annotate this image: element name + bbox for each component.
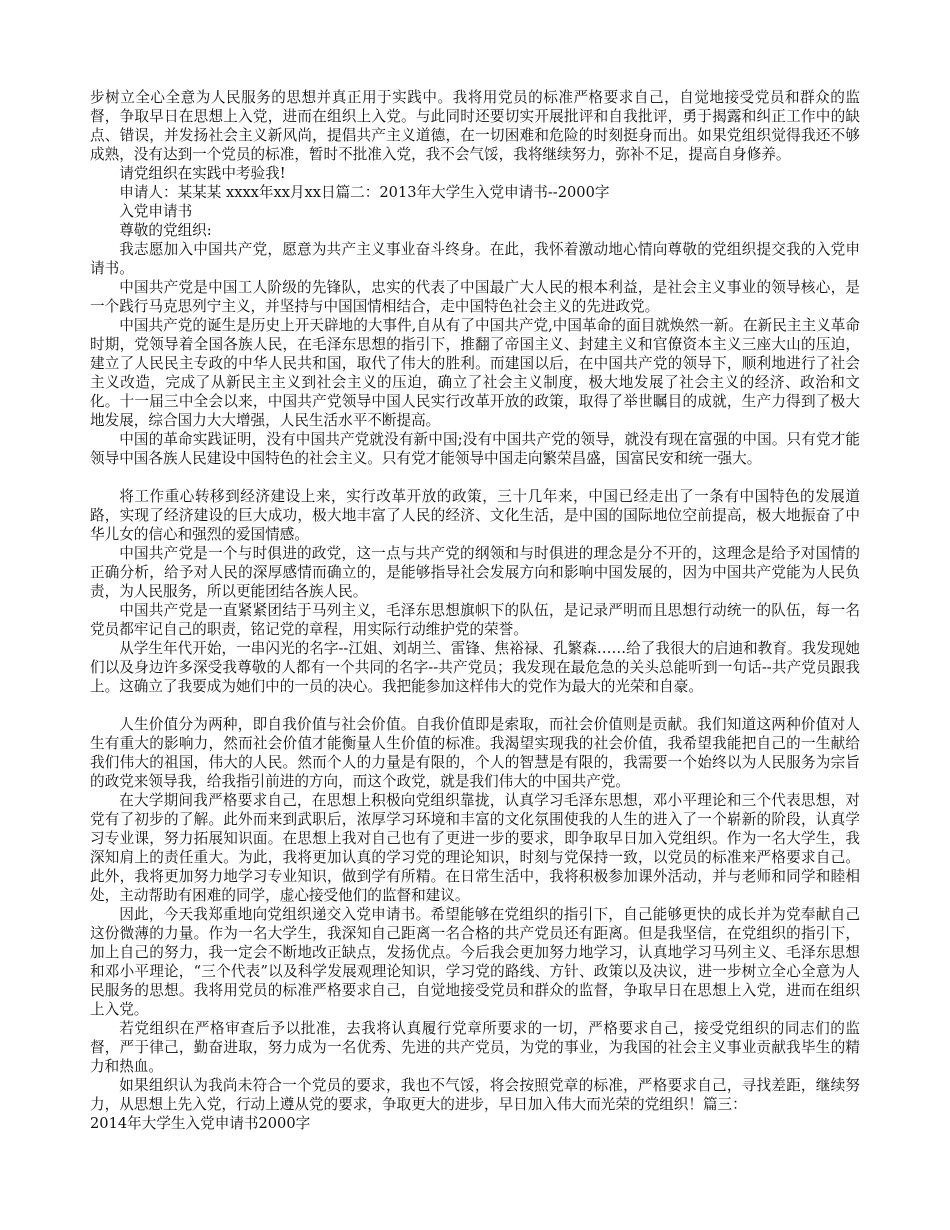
paragraph: 中国的革命实践证明，没有中国共产党就没有新中国;没有中国共产党的领导，就没有现在富强的中国。只有党才能领导中国各族人民建设中国特色的社会主义。只有党才能领导中国走向繁荣昌盛，国富民安和统一强大。 (90, 431, 860, 467)
paragraph: 中国共产党是一直紧紧团结于马列主义，毛泽东思想旗帜下的队伍，是记录严明而且思想行动统一的队伍，每一名党员都牢记自己的职责，铭记党的章程，用实际行动维护党的荣誉。 (90, 602, 860, 638)
paragraph: 申请人：某某某 xxxx年xx月xx日篇二：2013年大学生入党申请书--2000字 (119, 184, 610, 201)
paragraph: 在大学期间我严格要求自己，在思想上积极向党组织靠拢，认真学习毛泽东思想，邓小平理论和三个代表思想，对党有了初步的了解。此外而来到武职后，浓厚学习环境和丰富的文化氛围使我的人生的进入了一个崭新的阶段，认真学习专业课，努力拓展知识面。在思想上我对自己也有了更进一步的要求，即争取早日加入党组织。作为一名大学生，我深知肩上的责任重大。为此，我将更加认真的学习党的理论知识，时刻与党保持一致，以党员的标准来严格要求自己。此外，我将更加努力地学习专业知识，做到学有所精。在日常生活中，我将积极参加课外活动，并与老师和同学和睦相处，主动帮助有困难的同学，虚心接受他们的监督和建议。 (90, 792, 860, 904)
paragraph: 因此，今天我郑重地向党组织递交入党申请书。希望能够在党组织的指引下，自己能够更快的成长并为党奉献自己这份微薄的力量。作为一名大学生，我深知自己距离一名合格的共产党员还有距离。但是我坚信，在党组织的指引下，加上自己的努力，我一定会不断地改正缺点，发扬优点。今后我会更加努力地学习，认真地学习马列主义、毛泽东思想和邓小平理论，“三个代表”以及科学发展观理论知识，学习党的路线、方针、政策以及决议，进一步树立全心全意为人民服务的思想。我将用党员的标准严格要求自己，自觉地接受党员和群众的监督，争取早日在思想上入党，进而在组织上入党。 (90, 906, 860, 1018)
paragraph: 中国共产党的诞生是历史上开天辟地的大事件,自从有了中国共产党,中国革命的面目就焕然一新。在新民主主义革命时期，党领导着全国各族人民，在毛泽东思想的指引下，推翻了帝国主义、封建主义和官僚资本主义三座大山的压迫，建立了人民民主专政的中华人民共和国，取代了伟大的胜利。而建国以后，在中国共产党的领导下，顺利地进行了社会主义改造，完成了从新民主主义到社会主义的压迫，确立了社会主义制度，极大地发展了社会主义的经济、政治和文化。十一届三中全会以来，中国共产党领导中国人民实行改革开放的政策，取得了举世瞩目的成就，生产力得到了极大地发展，综合国力大大增强，人民生活水平不断提高。 (90, 317, 860, 429)
spacer (90, 696, 860, 715)
document-body (90, 88, 860, 1133)
paragraph: 将工作重心转移到经济建设上来，实行改革开放的政策，三十几年来，中国已经走出了一条有中国特色的发展道路，实现了经济建设的巨大成功，极大地丰富了人民的经济、文化生活，是中国的国际地位空前提高，极大地振奋了中华儿女的信心和强烈的爱国情感。 (90, 488, 860, 543)
paragraph: 入党申请书 (119, 203, 193, 220)
paragraph: 2014年大学生入党申请书2000字 (90, 1115, 311, 1132)
paragraph: 如果组织认为我尚未符合一个党员的要求，我也不气馁，将会按照党章的标准，严格要求自己，寻找差距，继续努力，从思想上先入党，行动上遵从党的要求，争取更大的进步，早日加入伟大而光荣的党组织！篇三： (90, 1077, 860, 1113)
paragraph: 从学生年代开始，一串闪光的名字--江姐、刘胡兰、雷锋、焦裕禄、孔繁森……给了我很大的启迪和教育。我发现她们以及身边许多深受我尊敬的人都有一个共同的名字--共产党员；我发现在最危急的关头总能听到一句话--共产党员跟我上。这确立了我要成为她们中的一员的决心。我把能参加这样伟大的党作为最大的光荣和自豪。 (90, 640, 860, 695)
paragraph: 步树立全心全意为人民服务的思想并真正用于实践中。我将用党员的标准严格要求自己，自觉地接受党员和群众的监督，争取早日在思想上入党，进而在组织上入党。与此同时还要切实开展批评和自我批评，勇于揭露和纠正工作中的缺点、错误，并发扬社会主义新风尚，提倡共产主义道德，在一切困难和危险的时刻挺身而出。如果党组织觉得我还不够成熟，没有达到一个党员的标准，暂时不批准入党，我不会气馁，我将继续努力，弥补不足，提高自身修养。 (90, 89, 860, 163)
paragraph: 尊敬的党组织: (119, 222, 212, 239)
paragraph: 若党组织在严格审查后予以批准，去我将认真履行党章所要求的一切，严格要求自己，接受党组织的同志们的监督，严于律己，勤奋进取，努力成为一名优秀、先进的共产党员，为党的事业，为我国的社会主义事业贡献我毕生的精力和热血。 (90, 1020, 860, 1075)
paragraph: 中国共产党是中国工人阶级的先锋队，忠实的代表了中国最广大人民的根本利益，是社会主义事业的领导核心，是一个践行马克思列宁主义，并坚持与中国国情相结合，走中国特色社会主义的先进政党。 (90, 279, 860, 315)
paragraph: 请党组织在实践中考验我! (119, 165, 286, 182)
paragraph: 中国共产党是一个与时俱进的政党，这一点与共产党的纲领和与时俱进的理念是分不开的，这理念是给予对国情的正确分析，给予对人民的深厚感情而确立的，是能够指导社会发展方向和影响中国发展的，因为中国共产党能为人民负责，为人民服务，所以更能团结各族人民。 (90, 545, 860, 600)
spacer (90, 468, 860, 487)
paragraph: 我志愿加入中国共产党，愿意为共产主义事业奋斗终身。在此，我怀着激动地心情向尊敬的党组织提交我的入党申请书。 (90, 241, 860, 277)
paragraph: 人生价值分为两种，即自我价值与社会价值。自我价值即是索取，而社会价值则是贡献。我们知道这两种价值对人生有重大的影响力，然而社会价值才能衡量人生价值的标准。我渴望实现我的社会价值，我希望我能把自己的一生献给我们伟大的祖国，伟大的人民。然而个人的力量是有限的，个人的智慧是有限的，我需要一个始终以为人民服务为宗旨的政党来领导我，给我指引前进的方向，而这个政党，就是我们伟大的中国共产党。 (90, 716, 860, 790)
